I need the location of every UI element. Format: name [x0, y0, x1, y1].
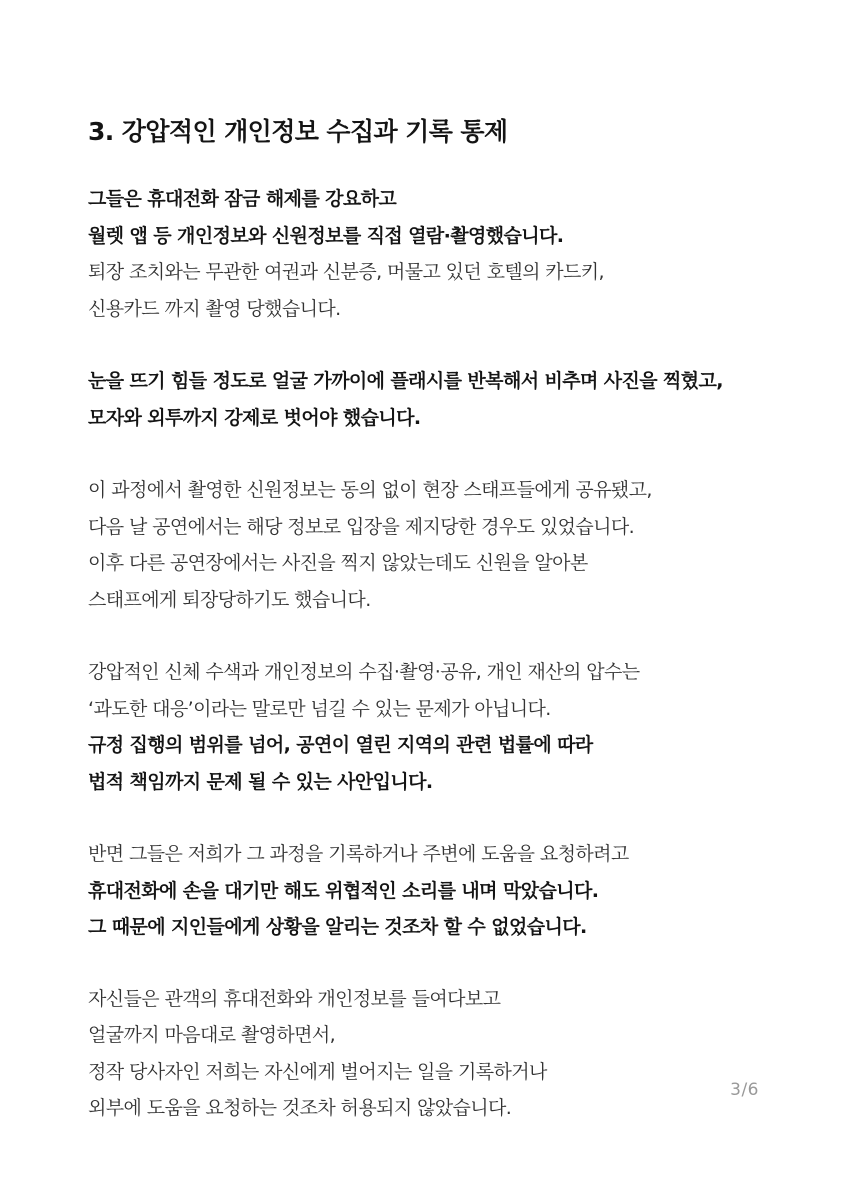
- paragraph: [88, 981, 788, 1127]
- text-line: 강압적인 신체 수색과 개인정보의 수집·촬영·공유, 개인 재산의 압수는: [88, 661, 640, 683]
- text-line: 법적 책임까지 문제 될 수 있는 사안입니다.: [88, 770, 433, 793]
- text-line: 월렛 앱 등 개인정보와 신원정보를 직접 열람·촬영했습니다.: [88, 224, 564, 247]
- text-line: 외부에 도움을 요청하는 것조차 허용되지 않았습니다.: [88, 1097, 512, 1119]
- text-line: ‘과도한 대응’이라는 말로만 넘길 수 있는 문제가 아닙니다.: [88, 697, 551, 720]
- text-line: 신용카드 까지 촬영 당했습니다.: [88, 297, 341, 320]
- text-line: 자신들은 관객의 휴대전화와 개인정보를 들여다보고: [88, 987, 501, 1010]
- text-line: 그 때문에 지인들에게 상황을 알리는 것조차 할 수 없었습니다.: [88, 916, 587, 938]
- text-line: 모자와 외투까지 강제로 벗어야 했습니다.: [88, 406, 421, 429]
- text-line: 얼굴까지 마음대로 촬영하면서,: [88, 1024, 336, 1046]
- page-number: 3/6: [730, 1080, 759, 1100]
- document-content: [88, 112, 788, 1127]
- text-line: 눈을 뜨기 힘들 정도로 얼굴 가까이에 플래시를 반복해서 비추며 사진을 찍혔고,: [88, 370, 723, 392]
- text-line: 휴대전화에 손을 대기만 해도 위협적인 소리를 내며 막았습니다.: [88, 879, 599, 902]
- paragraph: [88, 181, 788, 327]
- text-line: 퇴장 조치와는 무관한 여권과 신분증, 머물고 있던 호텔의 카드키,: [88, 261, 605, 283]
- text-line: 스태프에게 퇴장당하기도 했습니다.: [88, 588, 371, 611]
- section-heading: 3. 강압적인 개인정보 수집과 기록 통제: [88, 117, 508, 146]
- paragraph: [88, 472, 788, 618]
- paragraph: [88, 836, 788, 946]
- text-line: 이후 다른 공연장에서는 사진을 찍지 않았는데도 신원을 알아본: [88, 552, 588, 574]
- text-line: 그들은 휴대전화 잠금 해제를 강요하고: [88, 188, 397, 210]
- text-line: 정작 당사자인 저희는 자신에게 벌어지는 일을 기록하거나: [88, 1060, 547, 1083]
- text-line: 이 과정에서 촬영한 신원정보는 동의 없이 현장 스태프들에게 공유됐고,: [88, 479, 652, 501]
- text-line: 규정 집행의 범위를 넘어, 공연이 열린 지역의 관련 법률에 따라: [88, 734, 593, 756]
- text-line: 다음 날 공연에서는 해당 정보로 입장을 제지당한 경우도 있었습니다.: [88, 515, 635, 538]
- paragraph: [88, 363, 788, 436]
- text-line: 반면 그들은 저희가 그 과정을 기록하거나 주변에 도움을 요청하려고: [88, 843, 629, 865]
- paragraph: [88, 654, 788, 800]
